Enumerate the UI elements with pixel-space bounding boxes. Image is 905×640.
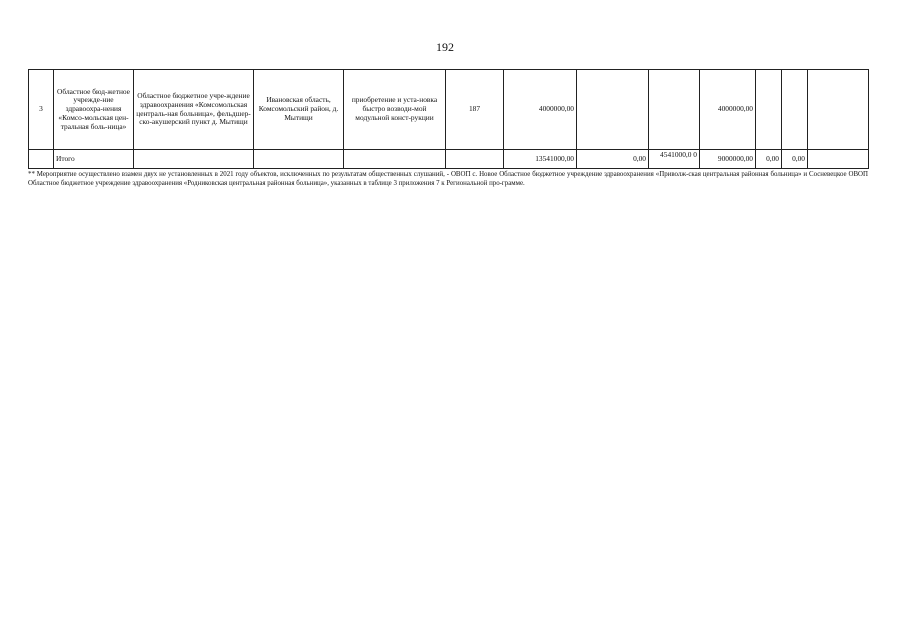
amount-cell — [756, 70, 782, 150]
total-amount-cell: 4000000,00 — [504, 70, 577, 150]
location-cell: Ивановская область, Комсомольский район, д. Мытищи — [254, 70, 344, 150]
empty-cell — [344, 150, 446, 169]
totals-amount-cell: 9000000,00 — [700, 150, 756, 169]
row-number-cell: 3 — [29, 70, 54, 150]
area-cell: 187 — [446, 70, 504, 150]
totals-label: Итого — [54, 150, 134, 169]
amount-cell — [808, 70, 869, 150]
footnote: ** Мероприятие осуществлено взамен двух не установленных в 2021 году объектов, исключенных по результатам общественных слушаний, - ОВОП с. Новое Областное бюджетное учреждение здравоохранения «Приволж-ская центральная районная больница» и Сосневецкое ОВОП Областное бюджетное учреждение здравоохранения «Родниковская центральная районная больница», указанных в таблице 3 приложения 7 к Региональной про-грамме. — [28, 171, 868, 187]
totals-amount-cell — [808, 150, 869, 169]
amount-cell: 4000000,00 — [700, 70, 756, 150]
totals-amount-cell: 13541000,00 — [504, 150, 577, 169]
activity-cell: приобретение и уста-новка быстро возводи-мой модульной конст-рукции — [344, 70, 446, 150]
institution-cell: Областное бюджетное учре-ждение здравоохранения «Комсомольская централь-ная больница», фельдшер-ско-акушерский пункт д. Мытищи — [134, 70, 254, 150]
page-number: 192 — [436, 40, 454, 54]
table-row — [29, 70, 869, 150]
totals-amount-cell: 0,00 — [577, 150, 649, 169]
amount-cell — [649, 70, 700, 150]
totals-amount-cell: 0,00 — [782, 150, 808, 169]
empty-cell — [29, 150, 54, 169]
amount-cell — [782, 70, 808, 150]
recipient-cell: Областное бюд-жетное учрежде-ние здравоохра-нения «Комсо-мольская цен-тральная боль-ница» — [54, 70, 134, 150]
empty-cell — [254, 150, 344, 169]
empty-cell — [134, 150, 254, 169]
totals-amount-cell: 4541000,0 0 — [649, 150, 700, 169]
totals-row — [29, 150, 869, 169]
totals-amount-cell: 0,00 — [756, 150, 782, 169]
empty-cell — [446, 150, 504, 169]
program-table — [28, 69, 869, 169]
amount-cell — [577, 70, 649, 150]
